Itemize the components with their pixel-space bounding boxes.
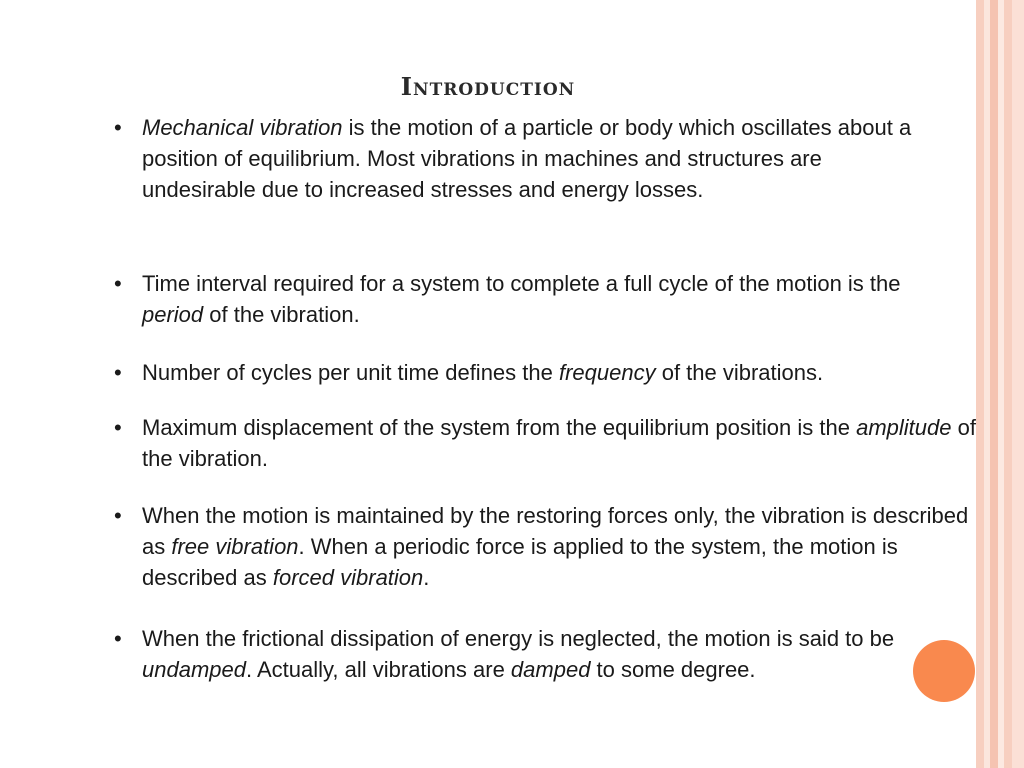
bullet-damping: • When the frictional dissipation of energy is neglected, the motion is said to be undamped. Actually, all vibrations are damped to some degree. (114, 623, 902, 685)
bullet-period: • Time interval required for a system to complete a full cycle of the motion is the period of the vibration. (114, 268, 902, 330)
bullet-mechanical-vibration: • Mechanical vibration is the motion of a particle or body which oscillates about a position of equilibrium. Most vibrations in machines and structures are undesirable due to increased stresses and energy losses. (114, 112, 912, 205)
bullet-free-forced-vibration: • When the motion is maintained by the restoring forces only, the vibration is described as free vibration. When a periodic force is applied to the system, the motion is described as forced vibration. (114, 500, 982, 593)
slide-title: Introduction (400, 72, 576, 101)
bullet-amplitude: • Maximum displacement of the system from the equilibrium position is the amplitude of the vibration. (114, 412, 982, 474)
term-forced-vibration: forced vibration (272, 565, 424, 590)
bullet-frequency: • Number of cycles per unit time defines the frequency of the vibrations. (114, 357, 982, 388)
term-mechanical-vibration: Mechanical vibration (142, 115, 343, 140)
term-undamped: undamped (142, 657, 246, 682)
term-free-vibration: free vibration (171, 534, 299, 559)
term-frequency: frequency (558, 360, 656, 385)
decorative-stripe (1012, 0, 1024, 768)
decorative-stripe (1004, 0, 1012, 768)
decorative-circle (913, 640, 975, 702)
term-amplitude: amplitude (856, 415, 952, 440)
decorative-stripe (990, 0, 998, 768)
term-damped: damped (510, 657, 591, 682)
term-period: period (142, 302, 204, 327)
